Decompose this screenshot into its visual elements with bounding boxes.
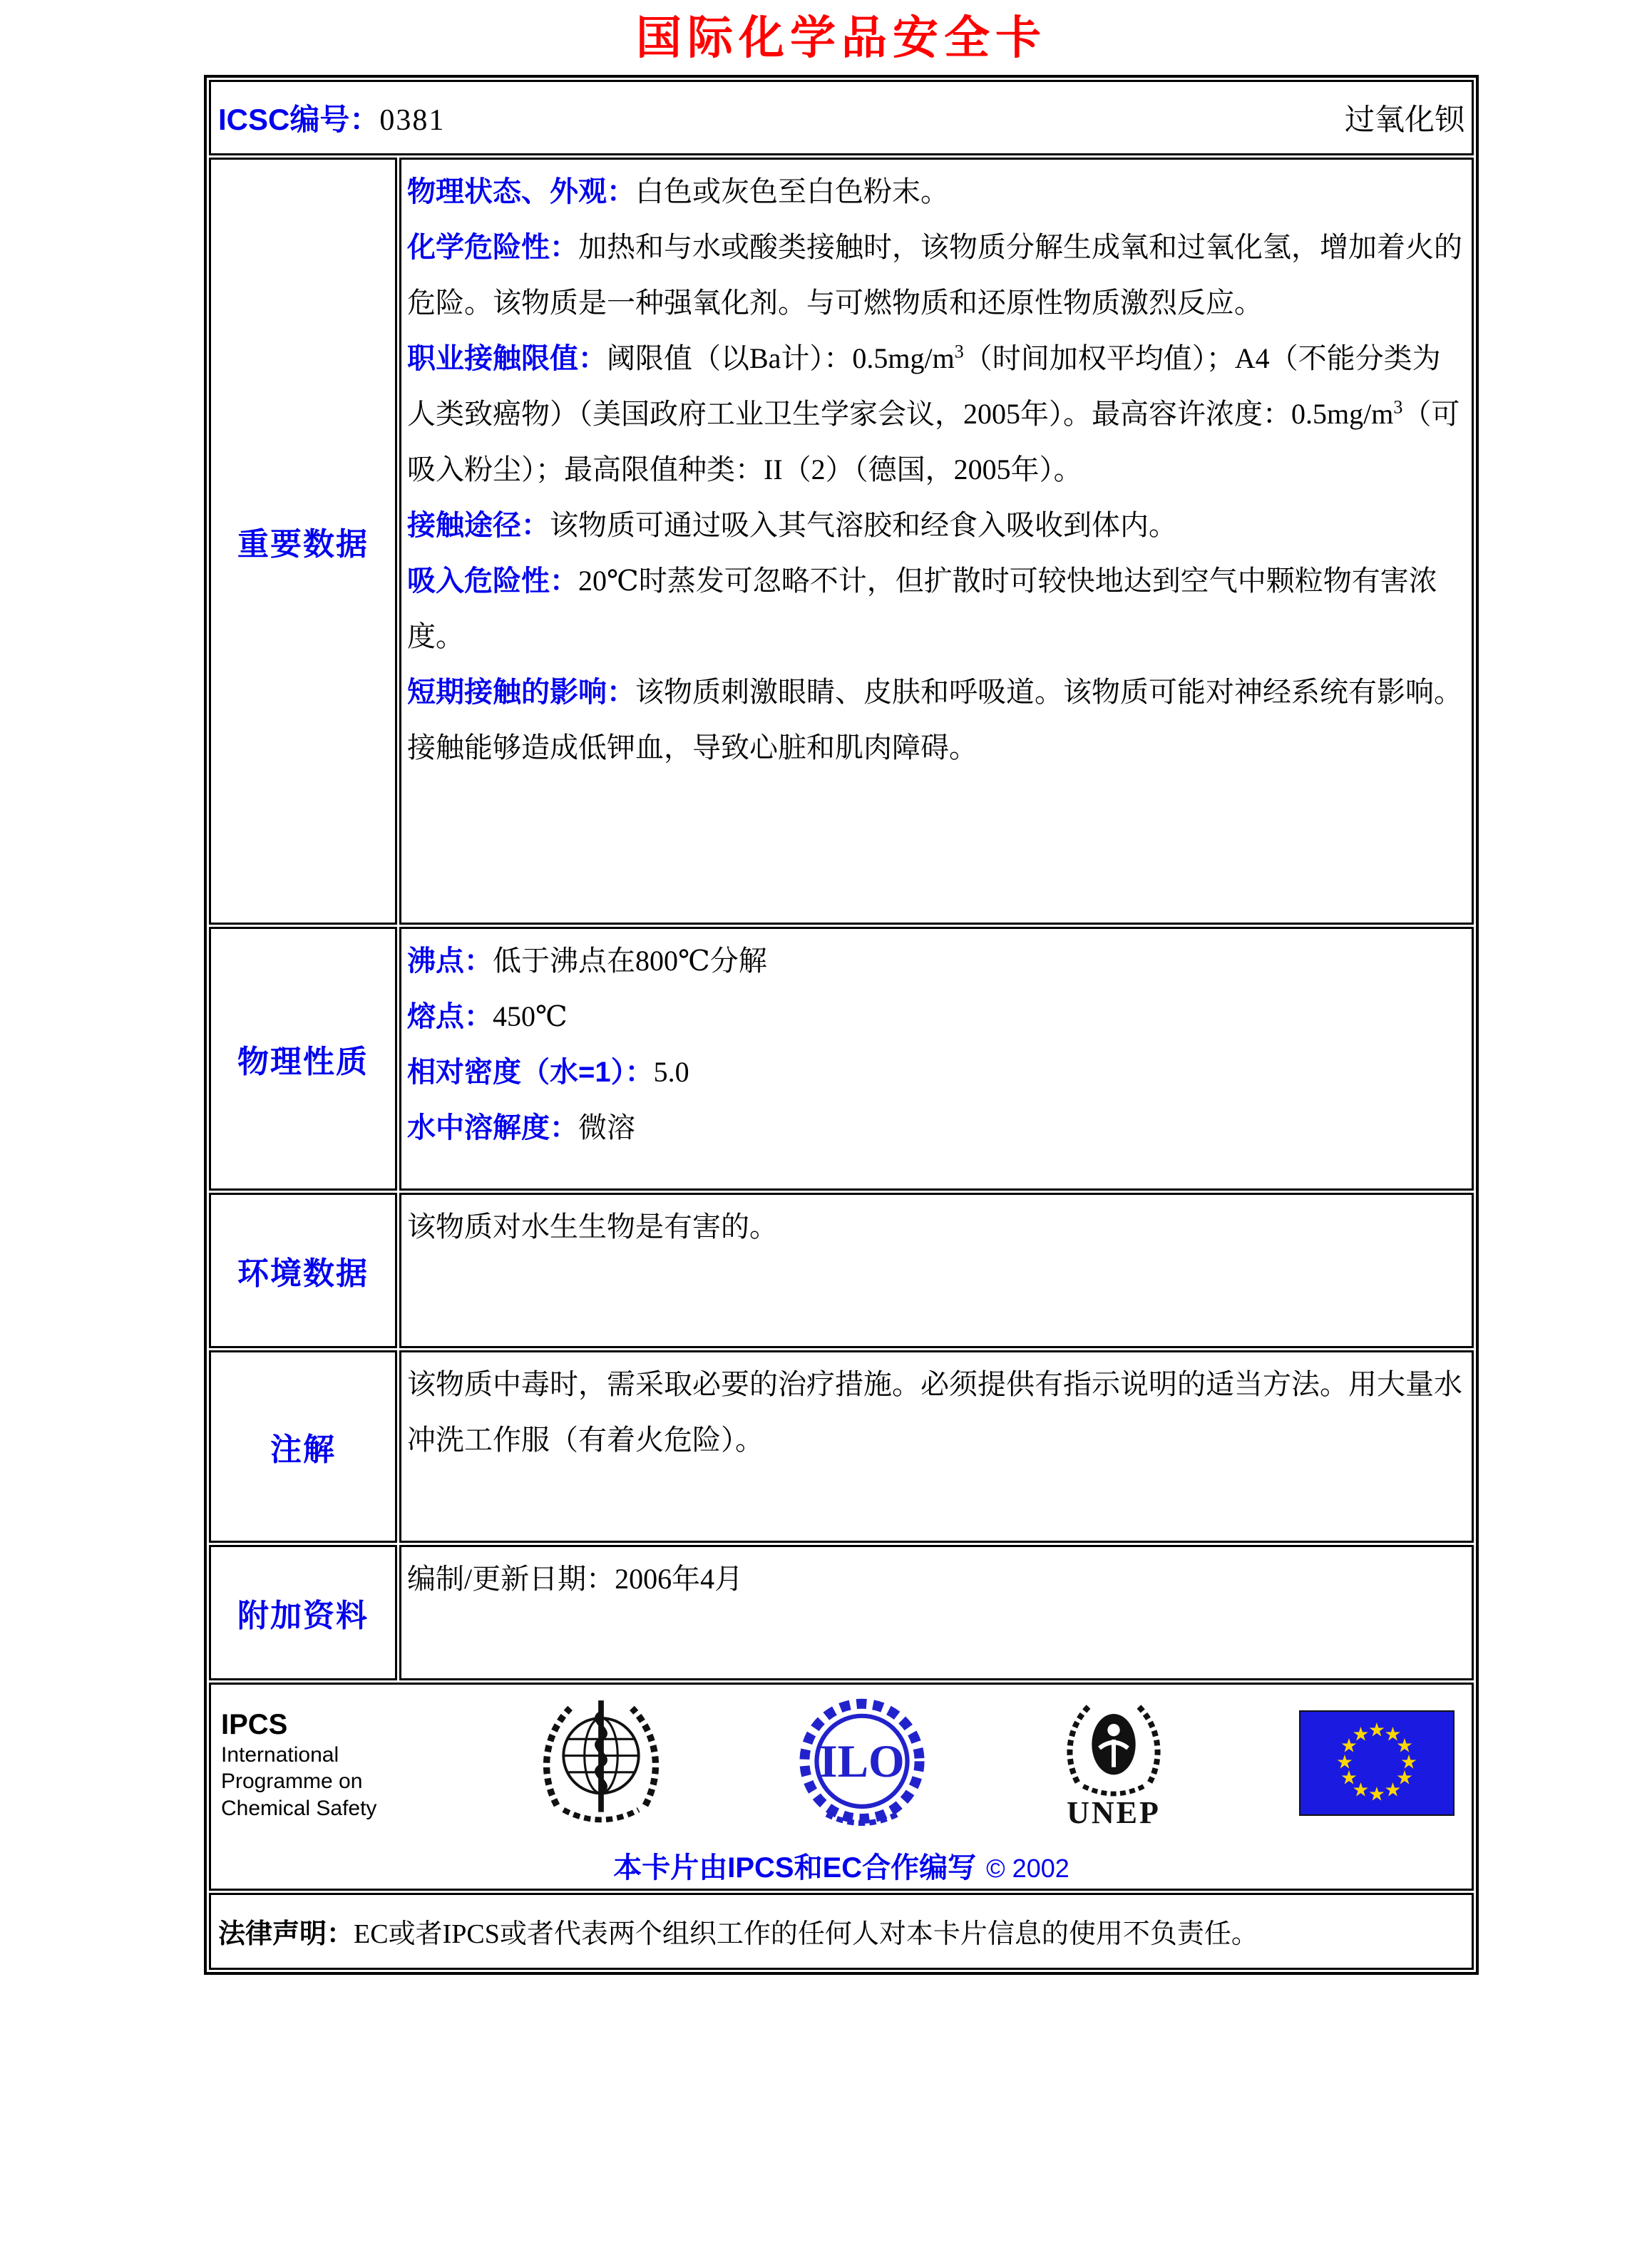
field-label: 沸点： — [407, 945, 493, 977]
eu-star-icon: ★ — [1384, 1723, 1402, 1745]
eu-star-icon: ★ — [1340, 1767, 1358, 1789]
credit-line — [211, 1845, 1472, 1886]
field-text: 3 — [1393, 396, 1403, 418]
who-logo-icon — [535, 1695, 667, 1834]
paragraph — [407, 553, 1464, 664]
field-text: 20℃时蒸发可忽略不计，但扩散时可较快地达到空气中颗粒物有害浓度。 — [407, 564, 1437, 652]
eu-star-icon: ★ — [1368, 1719, 1386, 1741]
credit-text: 本卡片由IPCS和EC合作编写 — [613, 1851, 977, 1884]
section-content-physical-properties — [399, 927, 1474, 1191]
field-label: 水中溶解度： — [407, 1111, 578, 1144]
section-content-notes — [399, 1350, 1474, 1543]
paragraph — [407, 331, 1464, 498]
section-label-additional-info: 附加资料 — [209, 1545, 397, 1680]
paragraph — [407, 1199, 1464, 1255]
unep-label: UNEP — [1067, 1794, 1161, 1830]
eu-star-icon: ★ — [1352, 1723, 1370, 1745]
section-label-physical-properties: 物理性质 — [209, 927, 397, 1191]
important-data-row — [209, 158, 1474, 925]
paragraph — [407, 164, 1464, 220]
legal-cell — [209, 1893, 1474, 1970]
field-label: 化学危险性： — [407, 231, 578, 263]
paragraph — [407, 1044, 1464, 1100]
icsc-number-value: 0381 — [379, 103, 446, 137]
eu-star-icon: ★ — [1395, 1767, 1414, 1789]
field-text: 阈限值（以Ba计）：0.5mg/m — [607, 341, 955, 374]
eu-star-icon: ★ — [1384, 1779, 1402, 1801]
icsc-card — [204, 11, 1479, 1975]
paragraph — [407, 664, 1464, 776]
field-text: 该物质对水生生物是有害的。 — [407, 1210, 778, 1243]
field-text: 白色或灰色至白色粉末。 — [635, 175, 949, 207]
header-cell — [209, 80, 1474, 155]
page-title: 国际化学品安全卡 — [636, 13, 1047, 63]
field-label: 熔点： — [407, 1000, 493, 1032]
legal-row — [209, 1893, 1474, 1970]
eu-flag-logo — [1299, 1710, 1455, 1816]
field-label: 物理状态、外观： — [407, 175, 635, 207]
ipcs-title: IPCS — [221, 1708, 288, 1740]
section-label-notes: 注解 — [209, 1350, 397, 1543]
field-text: 低于沸点在800℃分解 — [493, 944, 767, 977]
section-content-important-data — [399, 158, 1474, 925]
paragraph — [407, 1100, 1464, 1156]
paragraph — [407, 498, 1464, 553]
section-label-important-data: 重要数据 — [209, 158, 397, 925]
physical-properties-row — [209, 927, 1474, 1191]
copyright-text: © 2002 — [986, 1853, 1069, 1883]
section-content-environmental-data — [399, 1193, 1474, 1348]
section-content-additional-info — [399, 1545, 1474, 1680]
icsc-table — [204, 75, 1479, 1975]
field-text: 3 — [954, 341, 964, 362]
legal-label: 法律声明： — [218, 1919, 354, 1950]
header-row — [209, 80, 1474, 155]
notes-row — [209, 1350, 1474, 1543]
eu-star-icon: ★ — [1335, 1751, 1354, 1773]
ipcs-subtitle-line: International — [221, 1742, 339, 1767]
section-label-environmental-data: 环境数据 — [209, 1193, 397, 1348]
legal-text: EC或者IPCS或者代表两个组织工作的任何人对本卡片信息的使用不负责任。 — [354, 1919, 1258, 1950]
field-text: 450℃ — [493, 1000, 568, 1032]
eu-star-icon: ★ — [1400, 1751, 1418, 1773]
icsc-number-group — [218, 96, 445, 139]
footer-row — [209, 1683, 1474, 1891]
ipcs-text-block — [221, 1695, 406, 1822]
chemical-name: 过氧化钡 — [1344, 103, 1464, 137]
field-text: 5.0 — [653, 1055, 689, 1088]
paragraph — [407, 220, 1464, 331]
field-text: 该物质刺激眼睛、皮肤和呼吸道。该物质可能对神经系统有影响。接触能够造成低钾血，导致心脏和肌肉障碍。 — [407, 675, 1462, 764]
paragraph — [407, 1357, 1464, 1468]
eu-star-icon: ★ — [1368, 1783, 1386, 1805]
eu-star-icon: ★ — [1352, 1779, 1370, 1801]
footer-cell — [209, 1683, 1474, 1891]
field-label: 相对密度（水=1）： — [407, 1056, 654, 1088]
ipcs-subtitle-line: Programme on — [221, 1770, 363, 1794]
eu-star-icon: ★ — [1340, 1735, 1358, 1757]
eu-star-icon: ★ — [1395, 1735, 1414, 1757]
paragraph — [407, 1551, 1464, 1607]
field-label: 接触途径： — [407, 509, 550, 541]
field-label: 职业接触限值： — [407, 342, 607, 374]
unep-logo-icon — [1057, 1695, 1171, 1802]
field-text: 加热和与水或酸类接触时，该物质分解生成氧和过氧化氢，增加着火的危险。该物质是一种强氧化剂。与可燃物质和还原性物质激烈反应。 — [407, 230, 1462, 319]
ipcs-subtitle-line: Chemical Safety — [221, 1796, 377, 1820]
ilo-monogram: ILO — [819, 1735, 905, 1787]
unep-logo-block — [1057, 1695, 1171, 1829]
field-text: （时间加权平均值）；A4（不能分类为人类致癌物）（美国政府工业卫生学家会议，2005年）。最高容许浓度：0.5mg/m — [407, 341, 1441, 430]
environmental-data-row — [209, 1193, 1474, 1348]
additional-info-row — [209, 1545, 1474, 1680]
paragraph — [407, 989, 1464, 1044]
field-text: 微溶 — [578, 1111, 635, 1144]
field-text: （可吸入粉尘）；最高限值种类：II（2）（德国，2005年）。 — [407, 397, 1460, 486]
paragraph — [407, 933, 1464, 989]
field-text: 该物质中毒时，需采取必要的治疗措施。必须提供有指示说明的适当方法。用大量水冲洗工作服（有着火危险）。 — [407, 1367, 1462, 1456]
field-label: 吸入危险性： — [407, 565, 578, 597]
field-text: 该物质可通过吸入其气溶胶和经食入吸收到体内。 — [550, 508, 1177, 541]
icsc-table-body — [209, 80, 1474, 1970]
ilo-logo-icon — [796, 1695, 928, 1834]
icsc-number-label: ICSC编号： — [218, 102, 380, 136]
field-label: 短期接触的影响： — [407, 676, 635, 708]
field-text: 编制/更新日期：2006年4月 — [407, 1562, 744, 1595]
